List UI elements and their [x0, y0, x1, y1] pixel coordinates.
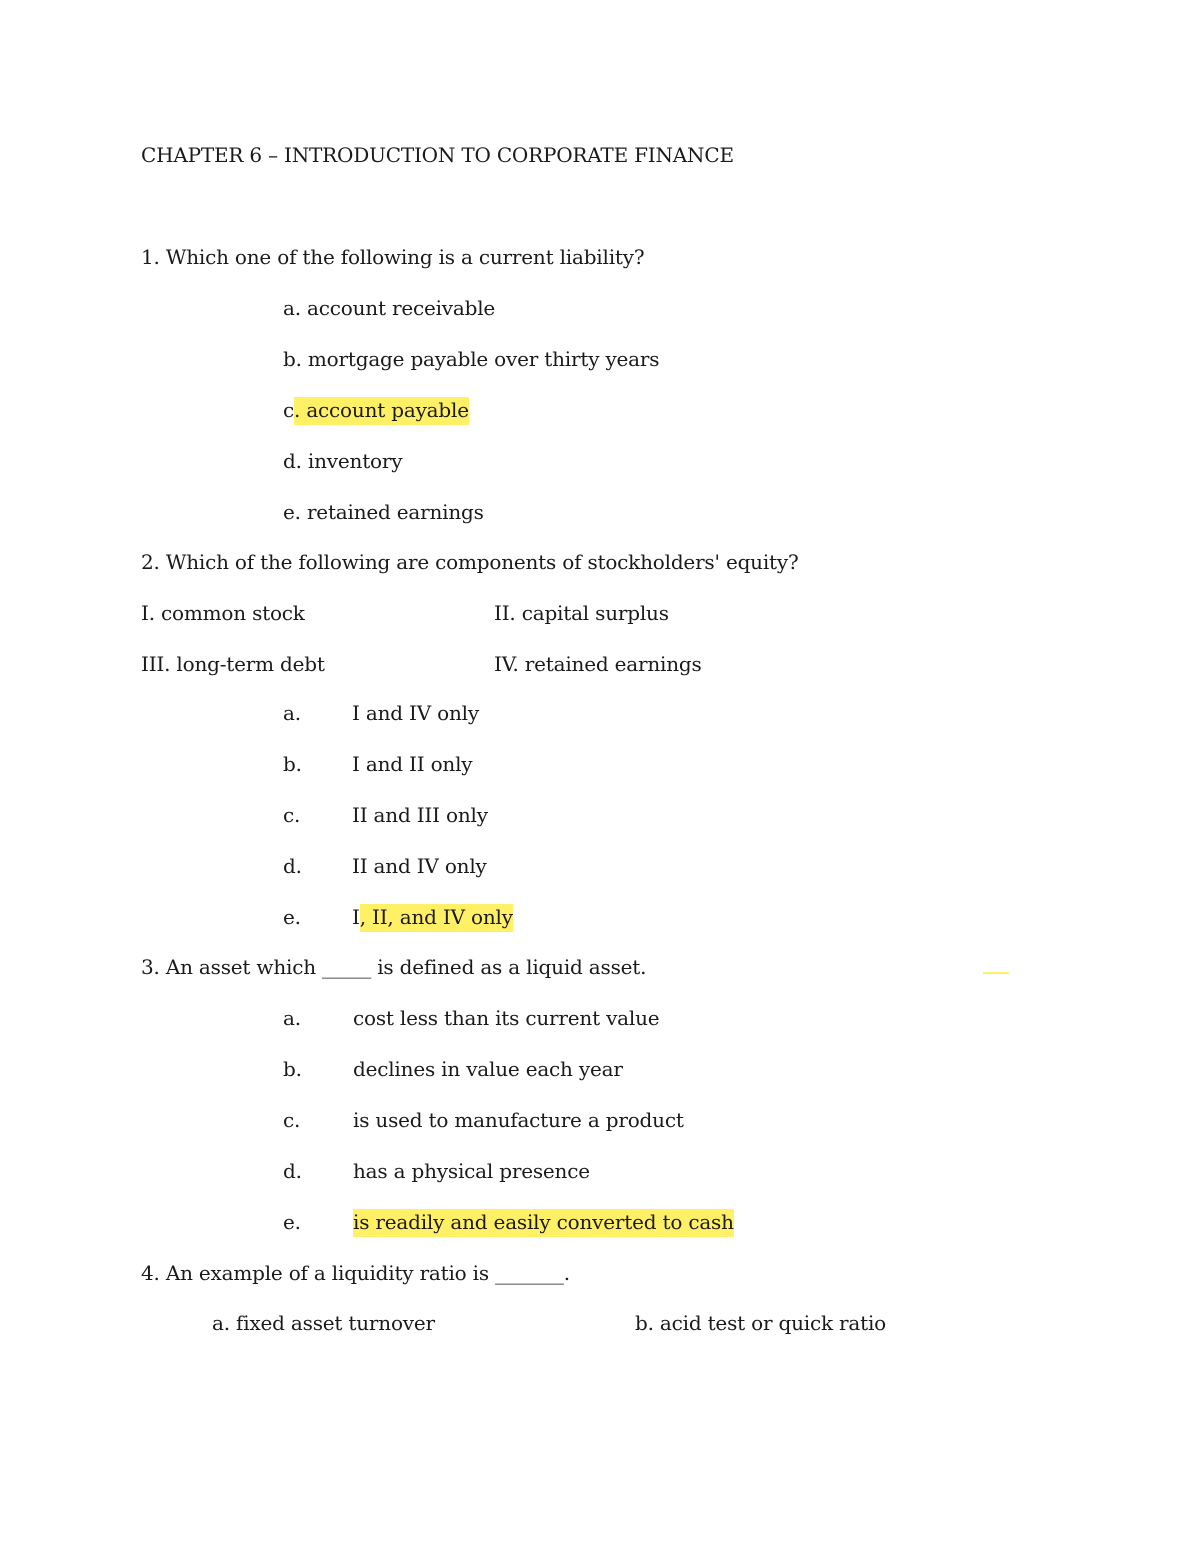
question-2-item-ii: II. capital surplus [494, 601, 669, 625]
question-1-option-e: e. retained earnings [283, 500, 484, 524]
question-1-option-d: d. inventory [283, 449, 403, 473]
question-3-option-d-text: has a physical presence [353, 1159, 590, 1183]
question-2-option-e-text [352, 905, 513, 929]
question-2-option-a-letter: a. [283, 701, 301, 725]
question-3-option-d-letter: d. [283, 1159, 302, 1183]
question-2-option-c-letter: c. [283, 803, 301, 827]
option-c-prefix: c [283, 398, 295, 422]
question-2-option-a-text: I and IV only [352, 701, 479, 725]
question-2-option-d-text: II and IV only [352, 854, 487, 878]
question-2-option-e-letter: e. [283, 905, 301, 929]
question-2-item-iii: III. long-term debt [141, 652, 325, 676]
question-3-option-e-letter: e. [283, 1210, 301, 1234]
question-3-option-a-text: cost less than its current value [353, 1006, 660, 1030]
question-2-item-iv: IV. retained earnings [494, 652, 702, 676]
question-2-option-b-text: I and II only [352, 752, 473, 776]
question-3-option-b-text: declines in value each year [353, 1057, 623, 1081]
question-3-option-e-text [353, 1210, 734, 1234]
question-2-option-d-letter: d. [283, 854, 302, 878]
question-1-option-b: b. mortgage payable over thirty years [283, 347, 660, 371]
question-2-item-i: I. common stock [141, 601, 305, 625]
question-3-option-c-letter: c. [283, 1108, 301, 1132]
question-4-option-a: a. fixed asset turnover [212, 1311, 435, 1335]
option-e-prefix: I [352, 905, 360, 929]
highlighted-answer: is readily and easily converted to cash [353, 1209, 734, 1237]
question-2-option-c-text: II and III only [352, 803, 488, 827]
question-3-option-b-letter: b. [283, 1057, 302, 1081]
question-2-stem: 2. Which of the following are components of stockholders' equity? [141, 550, 799, 574]
question-2-option-b-letter: b. [283, 752, 302, 776]
highlighted-answer: , II, and IV only [360, 904, 513, 932]
question-1-stem: 1. Which one of the following is a current liability? [141, 245, 645, 269]
page-title: CHAPTER 6 – INTRODUCTION TO CORPORATE FINANCE [141, 143, 734, 167]
question-3-option-c-text: is used to manufacture a product [353, 1108, 684, 1132]
question-1-option-c [283, 398, 469, 422]
question-1-option-a: a. account receivable [283, 296, 496, 320]
question-3-stem: 3. An asset which _____ is defined as a liquid asset. [141, 955, 647, 979]
question-3-option-a-letter: a. [283, 1006, 301, 1030]
highlighted-answer: . account payable [294, 397, 469, 425]
highlight-mark [983, 972, 1009, 974]
question-4-stem: 4. An example of a liquidity ratio is _______. [141, 1261, 570, 1285]
question-4-option-b: b. acid test or quick ratio [635, 1311, 887, 1335]
